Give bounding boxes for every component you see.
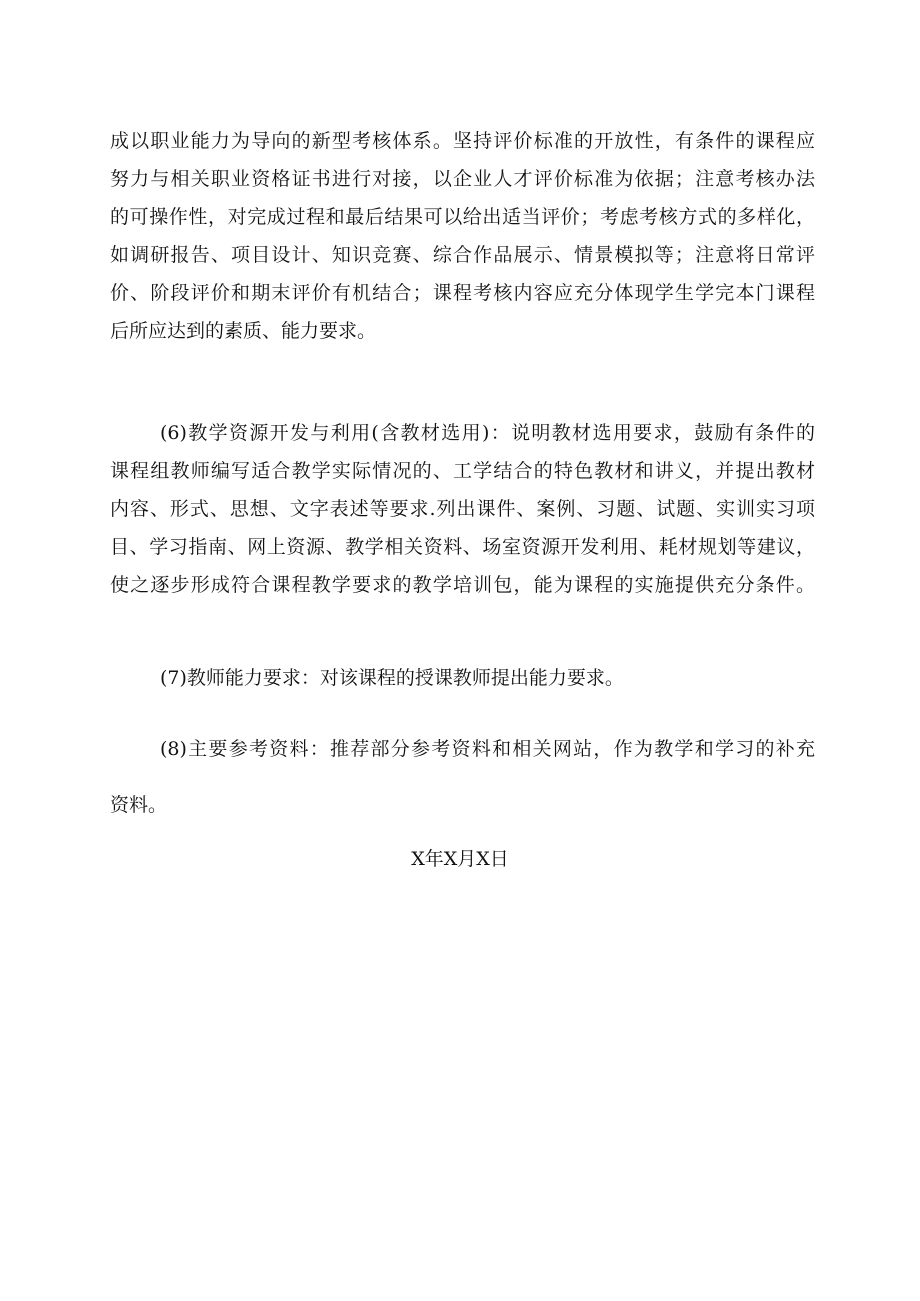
paragraph-line: 的可操作性，对完成过程和最后结果可以给出适当评价；考虑考核方式的多样化， [110,206,815,228]
paragraph-line: 资料。 [110,794,168,816]
paragraph-line: (6)教学资源开发与利用(含教材选用)：说明教材选用要求，鼓励有条件的 [160,422,815,444]
paragraph-teacher-requirements [110,659,815,697]
paragraph-line: 目、学习指南、网上资源、教学相关资料、场室资源开发利用、耗材规划等建议， [110,536,815,558]
paragraph-line: (7)教师能力要求：对该课程的授课教师提出能力要求。 [160,667,624,689]
paragraph-teaching-resources [110,414,815,604]
paragraph-line: (8)主要参考资料：推荐部分参考资料和相关网站，作为教学和学习的补充 [160,738,815,760]
paragraph-line: 课程组教师编写适合教学实际情况的、工学结合的特色教材和讲义，并提出教材 [110,460,815,482]
paragraph-line: 内容、形式、思想、文字表述等要求.列出课件、案例、习题、试题、实训实习项 [110,498,815,520]
paragraph-line: 后所应达到的素质、能力要求。 [110,320,377,342]
paragraph-line: 努力与相关职业资格证书进行对接，以企业人才评价标准为依据；注意考核办法 [110,168,815,190]
paragraph-assessment-tail [110,122,815,350]
paragraph-line: 如调研报告、项目设计、知识竞赛、综合作品展示、情景模拟等；注意将日常评 [110,244,815,266]
paragraph-line: 成以职业能力为导向的新型考核体系。坚持评价标准的开放性，有条件的课程应 [110,130,815,152]
document-date: X年X月X日 [411,848,509,870]
paragraph-line: 使之逐步形成符合课程教学要求的教学培训包，能为课程的实施提供充分条件。 [110,574,815,596]
paragraph-references [110,730,815,824]
paragraph-line: 价、阶段评价和期末评价有机结合；课程考核内容应充分体现学生学完本门课程 [110,282,815,304]
